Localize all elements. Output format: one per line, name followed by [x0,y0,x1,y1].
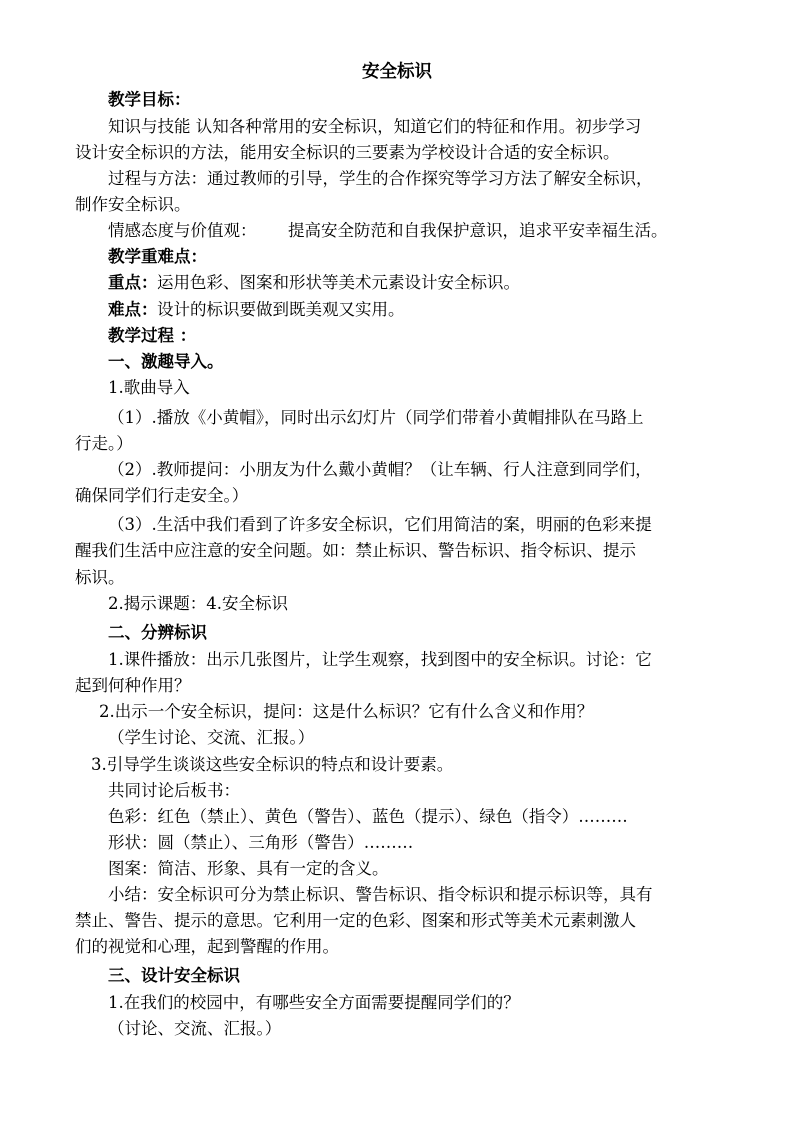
paragraph-line: 形状：圆（禁止）、三角形（警告）……… [108,833,414,852]
heading-teaching-goals: 教学目标： [108,90,191,109]
paragraph-line: 知识与技能 认知各种常用的安全标识，知道它们的特征和作用。初步学习 [108,117,642,136]
paragraph-line: 色彩：红色（禁止）、黄色（警告）、蓝色（提示）、绿色（指令）……… [108,807,628,826]
section-heading-3: 三、设计安全标识 [108,966,240,985]
paragraph-line: 2.出示一个安全标识，提问：这是什么标识？它有什么含义和作用？ [99,702,594,721]
paragraph-line: （2）.教师提问：小朋友为什么戴小黄帽？（让车辆、行人注意到同学们， [108,460,652,479]
paragraph-line: （讨论、交流、汇报。） [108,1019,282,1038]
paragraph-line: 禁止、警告、提示的意思。它利用一定的色彩、图案和形式等美术元素刺激人 [75,911,636,930]
paragraph-line: 标识。 [75,568,125,587]
paragraph-line: 1.在我们的校园中，有哪些安全方面需要提醒同学们的？ [108,993,520,1012]
section-heading-1: 一、激趣导入。 [108,352,224,371]
paragraph-line: 共同讨论后板书： [108,781,240,800]
paragraph-line: 行走。） [75,434,133,453]
paragraph-line: 们的视觉和心理，起到警醒的作用。 [75,937,339,956]
section-heading-2: 二、分辨标识 [108,623,207,642]
paragraph-line: 图案：简洁、形象、具有一定的含义。 [108,859,389,878]
paragraph-line: 起到何种作用？ [75,676,191,695]
paragraph-line: 3.引导学生谈谈这些安全标识的特点和设计要素。 [91,755,454,774]
paragraph-line: 设计安全标识的方法，能用安全标识的三要素为学校设计合适的安全标识。 [75,143,620,162]
paragraph-line: 确保同学们行走安全。） [75,486,249,505]
emotion-label: 情感态度与价值观： [108,221,257,240]
heading-teaching-process: 教学过程 ： [108,326,197,345]
paragraph-line: 1.课件播放：出示几张图片，让学生观察，找到图中的安全标识。讨论：它 [108,650,652,669]
key-point-label: 重点： [108,273,158,292]
paragraph-line: （1）.播放《小黄帽》，同时出示幻灯片（同学们带着小黄帽排队在马路上 [108,408,644,427]
paragraph-line: 醒我们生活中应注意的安全问题。如：禁止标识、警告标识、指令标识、提示 [75,541,636,560]
paragraph-line: 制作安全标识。 [75,195,191,214]
heading-key-points: 教学重难点： [108,247,207,266]
difficulty-label: 难点： [108,300,158,319]
paragraph-line: 1.歌曲导入 [108,378,190,397]
paragraph-line: 小结：安全标识可分为禁止标识、警告标识、指令标识和提示标识等，具有 [108,885,653,904]
paragraph-line: 2.揭示课题：4.安全标识 [108,594,288,613]
paragraph-line: 提高安全防范和自我保护意识，追求平安幸福生活。 [288,221,668,240]
document-title: 安全标识 [362,62,432,82]
paragraph-line: （学生讨论、交流、汇报。） [108,728,315,747]
paragraph-line: 过程与方法：通过教师的引导，学生的合作探究等学习方法了解安全标识， [108,169,653,188]
paragraph-line: （3）.生活中我们看到了许多安全标识，它们用简洁的案，明丽的色彩来提 [108,515,652,534]
paragraph-line: 设计的标识要做到既美观又实用。 [157,300,405,319]
paragraph-line: 运用色彩、图案和形状等美术元素设计安全标识。 [157,273,520,292]
